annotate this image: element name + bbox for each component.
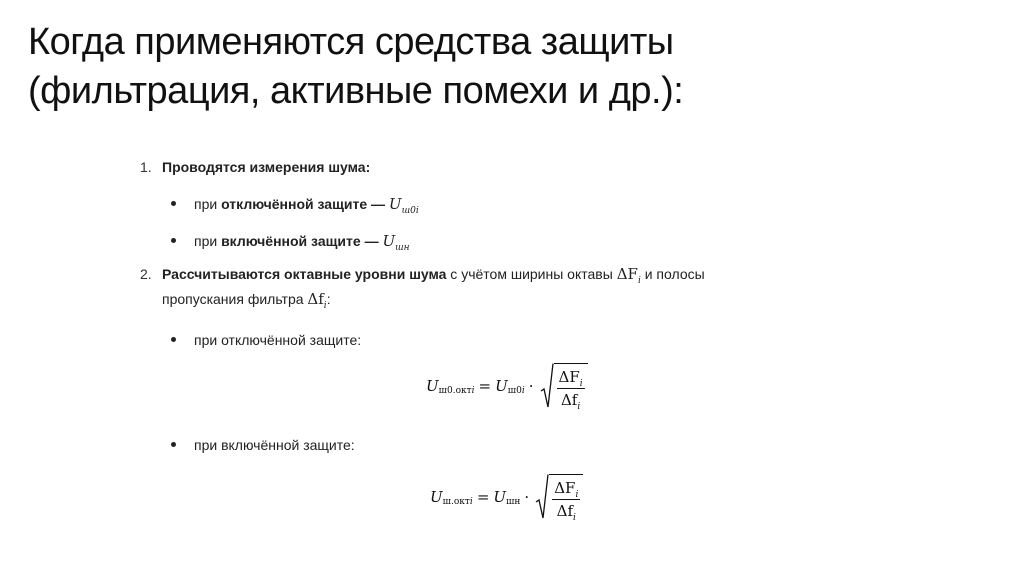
bullet-dot xyxy=(171,201,176,206)
list-item-1-text xyxy=(162,158,370,176)
formula-1-lhs: U xyxy=(426,377,439,395)
bullet-2-2: при включённой защите: xyxy=(194,437,355,453)
bullet-dot xyxy=(171,238,176,243)
multiply-dot: · xyxy=(524,488,530,506)
sqrt-radical xyxy=(535,474,583,523)
list-number-1: 1. xyxy=(140,159,152,175)
title-line-2: (фильтрация, активные помехи и др.): xyxy=(28,70,684,112)
bullet-1-1-bold: отключённой защите — xyxy=(221,196,386,212)
formula-2-lhs: U xyxy=(430,488,443,506)
fraction: $\Delta F_i$ $\Delta f_i$ xyxy=(554,479,579,523)
equals-sign: = xyxy=(476,488,490,506)
bullet-1-2 xyxy=(194,232,410,253)
delta-F-symbol: $\Delta F_i$ xyxy=(616,265,641,286)
list-item-2-bold: Рассчитываются октавные уровни шума xyxy=(162,266,447,282)
bullet-dot xyxy=(171,337,176,342)
bullet-1-2-prefix: при xyxy=(194,233,222,249)
radical-sign-icon xyxy=(540,363,554,409)
formula-2-rhs: U xyxy=(493,488,507,506)
formula-1: U ш0.октi = U ш0i · $\Delta F_i$ $\Delta f_i$ xyxy=(426,363,588,409)
formula-2: U ш.октi = U шн · $\Delta F_i$ $\Delta f_i$ xyxy=(430,474,583,520)
multiply-dot: · xyxy=(528,377,534,395)
bullet-2-1: при отключённой защите: xyxy=(194,332,362,348)
sqrt-radical xyxy=(540,363,588,412)
radical-sign-icon xyxy=(535,474,549,520)
bullet-1-1-symbol: $U_{ш0i}$ xyxy=(388,195,419,216)
list-item-2-line-1: Рассчитываются октавные уровни шума с учётом ширины октавы $\Delta F_i$ и полосы xyxy=(162,265,705,286)
bullet-dot xyxy=(171,442,176,447)
title-line-1: Когда применяются средства защиты xyxy=(28,21,674,63)
bullet-1-1 xyxy=(194,195,419,216)
bullet-1-2-symbol: $U_{шн}$ xyxy=(382,232,410,253)
fraction: $\Delta F_i$ $\Delta f_i$ xyxy=(558,368,583,412)
bullet-1-1-prefix: при xyxy=(194,196,222,212)
equals-sign: = xyxy=(478,377,492,395)
bullet-1-2-bold: включённой защите — xyxy=(221,233,379,249)
list-item-1-bold: Проводятся измерения шума: xyxy=(162,159,371,175)
list-item-2-line-2: пропускания фильтра $\Delta f_i$: xyxy=(162,290,331,311)
list-number-2: 2. xyxy=(140,266,152,282)
formula-1-rhs: U xyxy=(495,377,508,395)
delta-f-symbol: $\Delta f_i$ xyxy=(307,290,327,311)
